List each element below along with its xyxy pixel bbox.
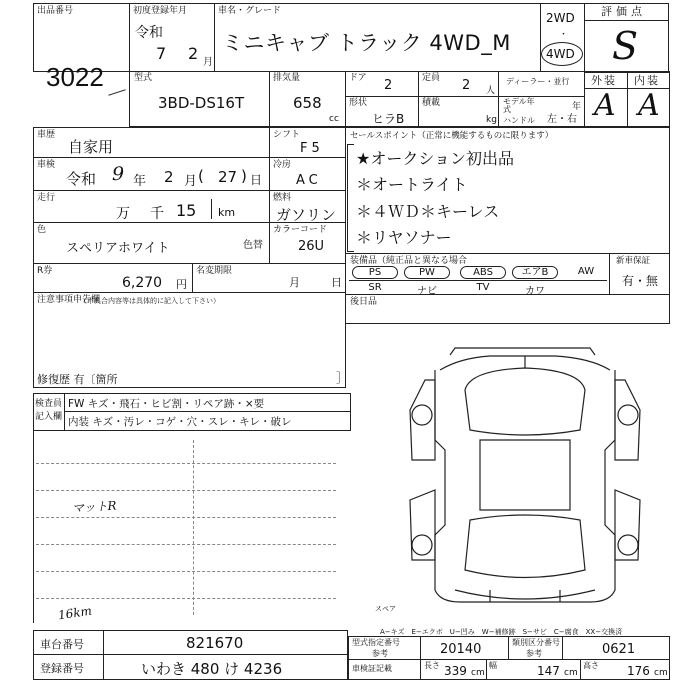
insp-day-unit: 日 [250, 173, 263, 187]
inspection-label: 車検 [37, 160, 56, 170]
shape-label: 形状 [349, 98, 368, 108]
shape-value: ヒラB [372, 112, 405, 126]
notice-label: 注意事項申告欄 [37, 295, 101, 305]
history-label: 車歴 [37, 130, 56, 140]
color-code-label: カラーコード [273, 225, 328, 235]
insp-year: 9 [112, 163, 125, 185]
door-value: 2 [384, 78, 393, 93]
equip-ps: PS [352, 266, 398, 279]
chassis-label: 車台番号 [40, 638, 84, 651]
recycle-label: R券 [37, 266, 53, 276]
insp-year-unit: 年 [133, 174, 147, 189]
equip-airbag: エアB [512, 266, 558, 279]
repair-bracket-close: ］ [336, 371, 349, 385]
model-year-unit: 年 [572, 102, 582, 112]
length-unit: cm [471, 668, 485, 678]
chassis-value: 821670 [186, 634, 244, 652]
equip-sr: SR [368, 282, 382, 293]
recycle-value: 6,270 [122, 275, 163, 291]
ext-label: 外装 [591, 74, 617, 87]
lot-handwritten-mark [108, 89, 125, 96]
color-code: 26U [298, 239, 325, 254]
warranty-value: 有・無 [622, 274, 659, 288]
dealer-label: ディーラー・並行 [506, 77, 570, 86]
warranty-label: 新車保証 [616, 256, 651, 266]
lot-label: 出品番号 [37, 6, 74, 16]
overall-grade: S [612, 24, 639, 68]
sales-point-3: ＊４ＷＤ＊キーレス [356, 202, 500, 221]
drive-2wd: 2WD [546, 11, 575, 25]
lot-number: 3022 [46, 62, 104, 92]
mileage-sen: 千 [150, 206, 164, 222]
name-label: 車名・グレード [218, 6, 282, 16]
sales-points-label: セールスポイント（正常に機能するものに限ります） [350, 131, 554, 141]
spare-label: スペア [375, 605, 396, 613]
repair-label: 修復歴 有〔箇所 [37, 373, 118, 386]
model-code: 20140 [440, 642, 482, 657]
vehicle-name: ミニキャブ トラック 4WD_M [222, 31, 511, 55]
class-code-sub: 参考 [526, 649, 542, 658]
check-row-1: FW キズ・飛石・ヒビ割・リペア跡・×要 [68, 398, 265, 410]
cap-unit: 人 [486, 86, 496, 96]
vehicle-damage-diagram [400, 340, 660, 615]
insp-month: 2 [164, 168, 174, 186]
sales-point-2: ＊オートライト [356, 175, 468, 194]
mileage-label: 走行 [37, 193, 56, 203]
ac-value: AC [296, 173, 322, 188]
model-code-label: 型式指定番号 [352, 638, 400, 647]
model-label: 型式 [134, 73, 153, 83]
height-label: 高さ [583, 661, 599, 670]
later-label: 後日品 [350, 297, 378, 307]
color-label: 色 [37, 225, 47, 235]
height-value: 176 [627, 664, 650, 678]
reg-month: 2 [188, 44, 199, 63]
len-label: 長さ [424, 661, 440, 670]
load-label: 積載 [422, 98, 441, 108]
history-value: 自家用 [68, 138, 114, 156]
width-value: 147 [537, 664, 560, 678]
plate-value: いわき 480 け 4236 [141, 660, 283, 678]
door-label: ドア [349, 73, 367, 83]
inspector-label-1: 検査員 [35, 399, 63, 409]
mileage-value: 15 [176, 201, 197, 220]
equip-leather: カワ [525, 286, 545, 297]
reg-month-unit: 月 [203, 57, 213, 68]
ac-label: 冷房 [273, 160, 292, 170]
shift-value: F5 [300, 141, 324, 156]
tax-label: 名変期限 [196, 266, 233, 276]
class-code-label: 類別区分番号 [512, 638, 560, 647]
int-label: 内装 [634, 74, 660, 87]
drive-4wd: 4WD [546, 47, 575, 61]
handwriting-mileage: 16km [57, 603, 93, 623]
mileage-man: 万 [116, 206, 130, 222]
color-value: スペリアホワイト [66, 241, 170, 256]
equipment-label: 装備品（純正品と異なる場合 [350, 256, 468, 266]
mileage-unit: km [218, 206, 236, 219]
sales-point-4: ＊リヤソナー [356, 228, 452, 247]
plate-label: 登録番号 [40, 662, 84, 675]
insp-day-bracket-close: ) [241, 167, 247, 185]
shift-label: シフト [273, 130, 301, 140]
height-unit: cm [654, 668, 668, 678]
equip-tv: TV [476, 282, 490, 293]
model-value: 3BD-DS16T [158, 94, 245, 112]
insp-month-unit: 月 [184, 174, 198, 189]
equip-abs: ABS [460, 266, 506, 279]
ext-grade: A [594, 88, 616, 123]
notice-sub: （不具合内容等は具体的に記入して下さい） [80, 297, 220, 305]
fuel-value: ガソリン [276, 206, 337, 224]
width-unit: cm [564, 668, 578, 678]
dims-label: 車検証記載 [352, 664, 392, 673]
cap-label: 定員 [422, 73, 441, 83]
handwriting-mat: マットR [71, 498, 118, 516]
sales-points-bracket [347, 144, 354, 252]
sales-point-1: ★オークション初出品 [356, 149, 515, 168]
handle-label: ハンドル [503, 116, 535, 125]
dims-row [348, 659, 670, 680]
disp-label: 排気量 [273, 73, 301, 83]
tax-month: 月 [289, 276, 300, 289]
tax-day: 日 [331, 276, 342, 289]
model-code-sub: 参考 [372, 649, 388, 658]
length-value: 339 [444, 664, 467, 678]
equip-aw: AW [577, 266, 595, 277]
reg-year: 7 [156, 44, 167, 63]
disp-unit: cc [329, 114, 339, 124]
inspector-label-2: 記入欄 [35, 412, 63, 422]
insp-era: 令和 [66, 170, 97, 188]
later-items-box [345, 294, 670, 324]
drive-dot: ・ [559, 30, 569, 40]
handle-value: 左・右 [547, 114, 577, 125]
insp-day-bracket: ( [198, 167, 204, 185]
grade-label: 評価点 [601, 5, 646, 18]
recycle-unit: 円 [176, 278, 187, 291]
disp-value: 658 [293, 94, 322, 112]
insp-day: 27 [218, 168, 238, 186]
class-code: 0621 [602, 642, 636, 657]
reg-label: 初度登録年月 [133, 6, 188, 16]
width-label: 幅 [489, 661, 497, 670]
model-year-label: モデル年式 [503, 97, 535, 114]
cap-value: 2 [462, 78, 471, 93]
int-grade: A [638, 88, 660, 123]
equip-navi: ナビ [417, 286, 437, 297]
reg-era: 令和 [135, 25, 163, 41]
damage-legend: A−キズ E−エクボ U−凹み W−補修跡 S−サビ C−腐食 XX−交換済 [380, 628, 623, 636]
load-unit: kg [486, 115, 497, 125]
check-row-2: 内装 キズ・汚レ・コゲ・穴・スレ・キレ・破レ [68, 416, 292, 428]
equip-pw: PW [404, 266, 450, 279]
fuel-label: 燃料 [273, 193, 292, 203]
repaint-label: 色替 [243, 240, 263, 251]
